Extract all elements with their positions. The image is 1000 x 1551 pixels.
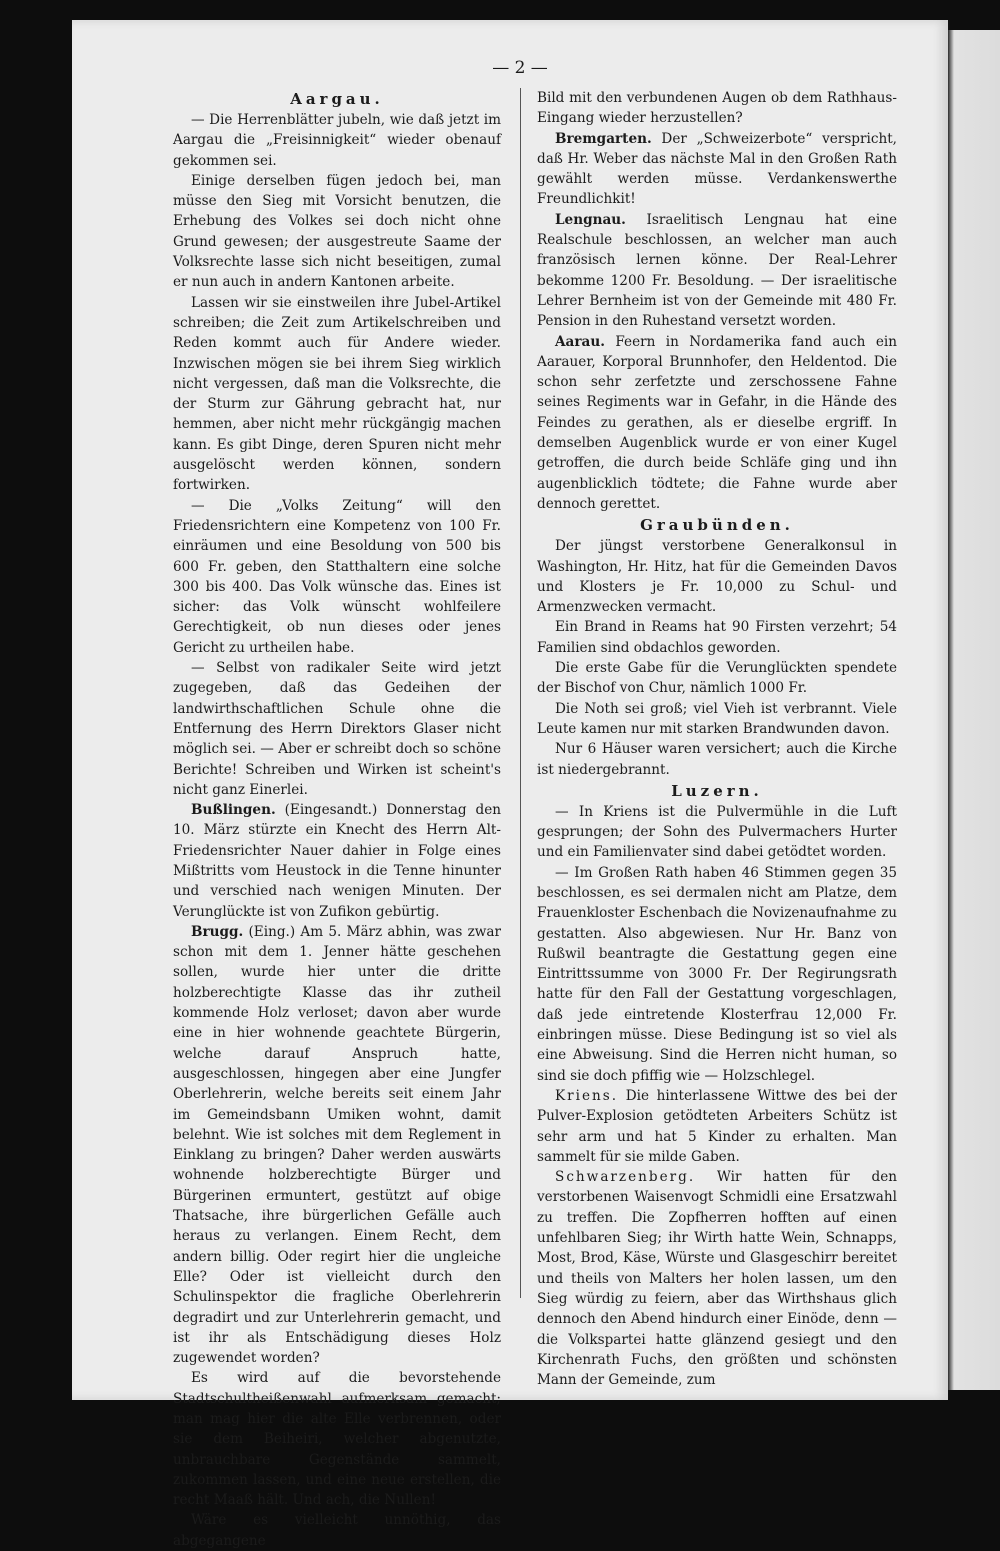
article-paragraph: — Die Herrenblätter jubeln, wie daß jetzt im Aargau die „Freisinnigkeit“ wieder obenauf gekommen sei. (173, 112, 501, 169)
article-brugg (173, 922, 501, 1369)
place-name: Kriens. (555, 1087, 619, 1104)
article-kriens (537, 1086, 897, 1167)
article-paragraph: — Selbst von radikaler Seite wird jetzt zugegeben, daß das Gedeihen der landwirthschaftlichen Schule ohne die Entfernung des Herrn Direktors Glaser nicht möglich sei. — Aber er schreibt doch so schöne Berichte! Schreiben und Wirken ist scheint's nicht ganz Einerlei. (173, 660, 501, 798)
section-heading-luzern: Luzern. (671, 781, 763, 800)
article-text: Wir hatten für den verstorbenen Waisenvogt Schmidli eine Ersatzwahl zu treffen. Die Zopfherren hofften auf einen unfehlbaren Sieg; ihr Wirth hatte Wein, Schnapps, Most, Brod, Käse, Würste und Glasgeschirr bereitet und theils von Malters her holen lassen, um den Sieg würdig zu feiern, aber das Wirthshaus glich dennoch den Abend hindurch einer Einöde, denn — die Volkspartei hatte glänzend gesiegt und den Kirchenrath Fuchs, den größten und schönsten Mann der Gemeinde, zum (537, 1169, 897, 1389)
place-name: Aarau. (555, 333, 605, 350)
article-busslingen (173, 800, 501, 922)
article-paragraph: — Im Großen Rath haben 46 Stimmen gegen 35 beschlossen, es sei dermalen nicht am Platze, dem Frauenkloster Eschenbach die Novizenaufnahme zu gestatten. Also abgewiesen. Nur Hr. Banz von Rußwil beantragte die Gestattung gegen eine Eintrittssumme von 3000 Fr. Der Regirungsrath hatte für den Fall der Gestattung vorgeschlagen, daß jede eintretende Klosterfrau 12,000 Fr. einbringen müsse. Diese Bedingung ist so viel als eine Abweisung. Sind die Herren nicht human, so sind sie doch pfiffig wie — Holzschlegel. (537, 864, 897, 1084)
article-text: Der „Schweizerbote“ verspricht, daß Hr. Weber das nächste Mal in den Großen Rath gewählt werden müsse. Verdankenswerthe Freundlichkit! (537, 130, 897, 208)
article-aarau (537, 332, 897, 515)
right-column (537, 88, 897, 1390)
next-page-edge (948, 30, 1000, 1390)
article-text: Die hinterlassene Wittwe des bei der Pulver-Explosion getödteten Arbeiters Schütz ist sehr arm und hat 5 Kinder zu erhalten. Man sammelt für sie milde Gaben. (537, 1087, 897, 1165)
place-name: Brugg. (191, 923, 244, 940)
article-text: (Eing.) Am 5. März abhin, was zwar schon mit dem 1. Jenner hätte geschehen sollen, wurde hier unter die dritte holzberechtigte Klasse das ihr zutheil kommende Holz verloset; davon aber wurde eine in hier wohnende geachtete Bürgerin, welche darauf Anspruch hatte, ausgeschlossen, hingegen aber eine Jungfer Oberlehrerin, welche bereits seit einem Jahr im Gemeindsbann Umiken wohnt, damit belehnt. Wie ist solches mit dem Reglement in Einklang zu bringen? Daher werden auswärts wohnende holzberechtigte Bürger und Bürgerinen ermuntert, gestützt auf obige Thatsache, ihre bürgerlichen Gefälle auch heraus zu verlangen. Einem Recht, dem andern billig. Oder regirt hier die ungleiche Elle? Oder ist vielleicht durch den Schulinspektor die fragliche Oberlehrerin degradirt und zur Unterlehrerin gemacht, und ist ihr als Entschädigung dieses Holz zugewendet worden? (173, 923, 501, 1367)
left-column (173, 88, 501, 1551)
article-text: Feern in Nordamerika fand auch ein Aarauer, Korporal Brunnhofer, den Heldentod. Die schon sehr zerfetzte und zerschossene Fahne seines Regiments war in Gefahr, in die Hände des Feindes zu gerathen, als er dieselbe ergriff. In demselben Augenblick wurde er von einer Kugel getroffen, die durch beide Schläfe ging und ihn augenblicklich tödtete; die Fahne wurde aber dennoch gerettet. (537, 333, 897, 512)
article-text: (Eingesandt.) Donnerstag den 10. März stürzte ein Knecht des Herrn Alt-Friedensrichter Nauer dahier in Folge eines Mißtritts vom Heustock in die Tenne hinunter und verschied nach wenigen Minuten. Der Verunglückte ist von Zufikon gebürtig. (173, 802, 501, 920)
article-paragraph: Einige derselben fügen jedoch bei, man müsse den Sieg mit Vorsicht benutzen, die Erhebung des Volkes sei doch nicht ohne Grund gewesen; der ausgestreute Saame der Volksrechte lasse sich nicht beseitigen, zumal er nun auch in andern Kantonen arbeite. (173, 172, 501, 291)
article-text: Israelitisch Lengnau hat eine Realschule beschlossen, an welcher man auch französisch lernen könne. Der Real-Lehrer bekomme 1200 Fr. Besoldung. — Der israelitische Lehrer Bernheim ist von der Gemeinde mit 480 Fr. Pension in den Ruhestand versetzt worden. (537, 211, 897, 330)
article-paragraph: — Die „Volks Zeitung“ will den Friedensrichtern eine Kompetenz von 100 Fr. einräumen und eine Besoldung von 500 bis 600 Fr. geben, den Statthaltern eine solche 300 bis 400. Das Volk wünsche das. Eines ist sicher: das Volk wünscht wohlfeilere Gerechtigkeit, ob nun dieses oder jenes Gericht zu urtheilen habe. (173, 497, 501, 656)
article-paragraph: Ein Brand in Reams hat 90 Firsten verzehrt; 54 Familien sind obdachlos geworden. (537, 619, 897, 656)
article-paragraph: Der jüngst verstorbene Generalkonsul in Washington, Hr. Hitz, hat für die Gemeinden Davos und Klosters je Fr. 10,000 zu Schul- und Armenzwecken vermacht. (537, 538, 897, 616)
column-divider (520, 88, 521, 1298)
place-name: Bremgarten. (555, 130, 652, 147)
article-bremgarten (537, 129, 897, 210)
place-name: Schwarzenberg. (555, 1169, 696, 1186)
article-paragraph: Nur 6 Häuser waren versichert; auch die Kirche ist niedergebrannt. (537, 741, 897, 778)
article-paragraph: Die erste Gabe für die Verunglückten spendete der Bischof von Chur, nämlich 1000 Fr. (537, 660, 897, 697)
article-paragraph: Es wird auf die bevorstehende Stadtschultheißenwahl aufmerksam gemacht; man mag hier die alte Elle verbrennen, oder sie dem Beiheiri, welcher abgenutzte, unbrauchbare Gegenstände sammelt, zukommen lassen, und eine neue erstellen, die recht Maaß hält. Und ach, die Nullen! (173, 1370, 501, 1509)
page-number: — 2 — (492, 58, 548, 78)
article-paragraph: Lassen wir sie einstweilen ihre Jubel-Artikel schreiben; die Zeit zum Artikelschreiben und Reden kommt auch für Andere wieder. Inzwischen mögen sie bei ihrem Sieg wirklich nicht vergessen, daß man die Volksrechte, die der Sturm zur Gährung gebracht hat, nur hemmen, aber nicht mehr rückgängig machen kann. Es gibt Dinge, deren Spuren nicht mehr ausgelöscht werden können, sondern fortwirken. (173, 294, 501, 494)
place-name: Bußlingen. (191, 802, 276, 819)
section-heading-graubuenden: Graubünden. (640, 516, 794, 535)
article-continuation: Bild mit den verbundenen Augen ob dem Rathhaus-Eingang wieder herzustellen? (537, 90, 897, 127)
place-name: Lengnau. (555, 211, 626, 228)
article-paragraph: Wäre es vielleicht unnöthig, das abgegangene (173, 1512, 501, 1549)
article-paragraph: — In Kriens ist die Pulvermühle in die Luft gesprungen; der Sohn des Pulvermachers Hurter und ein Familienvater sind dabei getödtet worden. (537, 803, 897, 861)
section-heading-aargau: Aargau. (290, 90, 384, 108)
article-paragraph: Die Noth sei groß; viel Vieh ist verbrannt. Viele Leute kamen nur mit starken Brandwunden davon. (537, 700, 897, 737)
article-schwarzenberg (537, 1167, 897, 1390)
article-lengnau (537, 210, 897, 332)
